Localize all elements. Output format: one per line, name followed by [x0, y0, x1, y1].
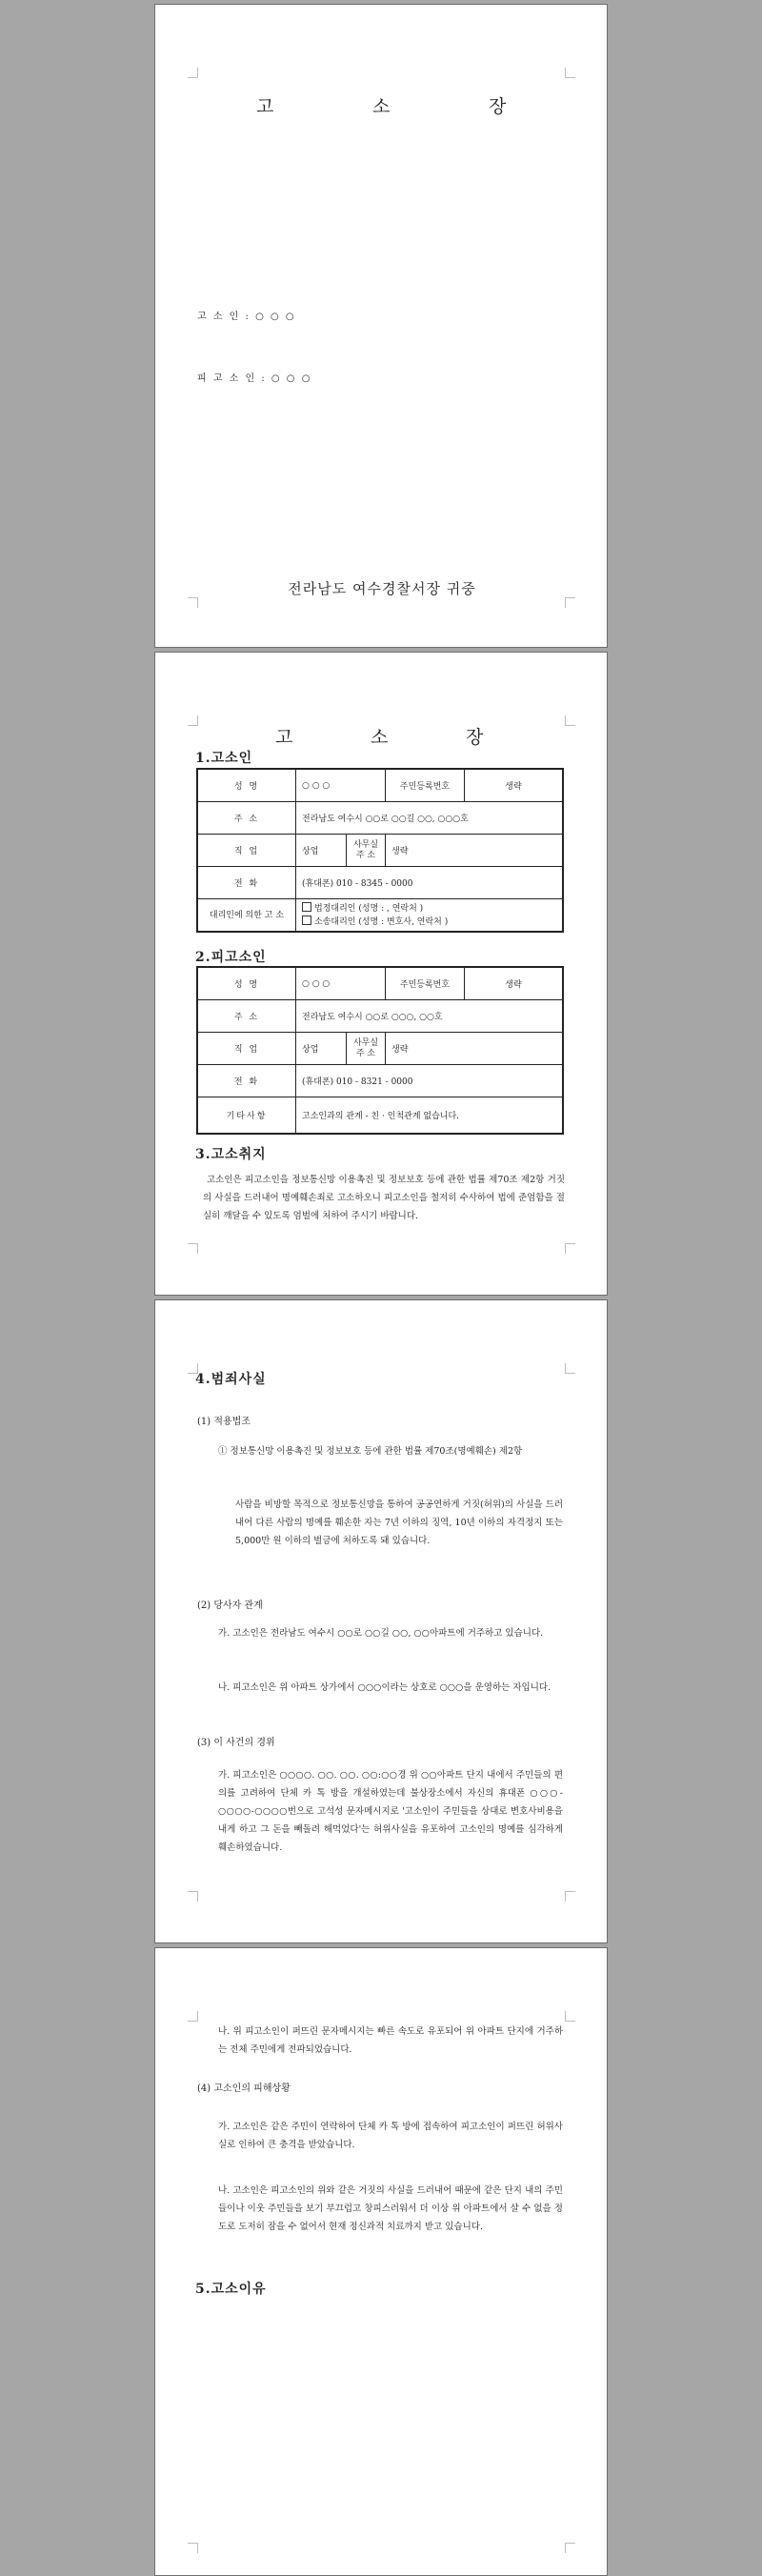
job-value: 상업: [296, 835, 347, 866]
crop-mark: [188, 1891, 198, 1902]
office-value: 생략: [391, 1045, 409, 1055]
checkbox-icon[interactable]: [302, 902, 311, 912]
damage-b: 나. 고소인은 피고소인의 위와 같은 거짓의 사실을 드러내어 때문에 같은 단지 내의 주민들이나 이웃 주민들을 보기 부끄럽고 창피스러워서 더 이상 위 아파트에서 살 수 없을 정도로 도저히 잠을 수 없어서 현재 정신과적 치료까지 받고 있습니다.: [218, 2185, 563, 2232]
section-heading: 1.고소인: [195, 751, 253, 766]
name-label: 성 명: [197, 769, 296, 802]
section-heading: 2.피고소인: [195, 950, 267, 965]
complaint-purpose: 고소인은 피고소인을 정보통신망 이용촉진 및 정보보호 등에 관한 법률 제70조 제2항 거짓의 사실을 드러내어 명예훼손죄로 고소하오니 피고소인을 철저히 수사하여 법에 준엄함을 절실히 깨달을 수 있도록 엄벌에 처하여 주시기 바랍니다.: [203, 1175, 565, 1221]
phone-value: (휴대폰) 010 - 8345 - 0000: [296, 867, 564, 899]
job-value: 상업: [296, 1033, 347, 1064]
office-label: 사무실 주 소: [347, 1033, 386, 1064]
job-label: 직 업: [197, 1033, 296, 1065]
other-value: 고소인과의 관계 - 친 · 인척관계 없습니다.: [296, 1097, 564, 1135]
sub-heading: (3) 이 사건의 경위: [197, 1738, 275, 1748]
section-heading: 3.고소취지: [195, 1147, 267, 1162]
crop-mark: [565, 1363, 575, 1374]
crop-mark: [565, 597, 575, 608]
complainant-line: 고 소 인 : ○ ○ ○: [197, 312, 296, 322]
page-4: [154, 1947, 608, 2576]
sub-heading: (4) 고소인의 피해상황: [197, 2083, 291, 2094]
relation-a: 가. 고소인은 전라남도 여수시 ○○로 ○○길 ○○, ○○아파트에 거주하고 있습니다.: [218, 1628, 544, 1639]
crop-mark: [565, 2543, 575, 2553]
checkbox-icon[interactable]: [302, 916, 311, 925]
addressee: 전라남도 여수경찰서장 귀중: [288, 580, 476, 597]
crop-mark: [565, 1891, 575, 1902]
office-label: 사무실 주 소: [347, 835, 386, 866]
crop-mark: [565, 68, 575, 78]
damage-a: 가. 고소인은 같은 주민이 연락하여 단체 카 톡 방에 접속하여 피고소인이 퍼뜨린 허위사실로 인하여 큰 충격을 받았습니다.: [218, 2122, 563, 2150]
crop-mark: [188, 1243, 198, 1254]
relation-b: 나. 피고소인은 위 아파트 상가에서 ○○○이라는 상호로 ○○○을 운영하는 자입니다.: [218, 1682, 551, 1693]
crop-mark: [565, 2011, 575, 2022]
sub-heading: (1) 적용법조: [197, 1417, 251, 1427]
phone-label: 전 화: [197, 1065, 296, 1097]
rrn-value: 생략: [465, 967, 564, 1000]
crop-mark: [188, 2543, 198, 2553]
name-value: ○ ○ ○: [296, 967, 386, 1000]
legal-representative-line: 법정대리인 (성명 : , 연락처 ): [302, 902, 556, 916]
complainant-table: [196, 768, 564, 933]
crop-mark: [565, 715, 575, 726]
name-label: 성 명: [197, 967, 296, 1000]
office-value: 생략: [391, 847, 409, 856]
case-a: 가. 피고소인은 ○○○○. ○○. ○○. ○○:○○경 위 ○○아파트 단지 내에서 주민들의 편의를 고려하여 단체 카 톡 방을 개설하였는데 불상장소에서 자신의 휴대폰 ○○○-○○○○-○○○○번으로 고석성 문자메시지로 '고소인이 주민들을 상대로 변호사비용을 내게 하고 그 돈을 빼돌려 해먹었다'는 허위사실을 유포하여 고소인의 명예를 심각하게 훼손하였습니다.: [218, 1770, 563, 1853]
crop-mark: [188, 597, 198, 608]
page-3: [154, 1299, 608, 1943]
page-2: 고 소 장 1.고소인 성 명 ○ ○ ○ 주민등록번호 생략 주 소 전라남도 여수시 ○○로 ○○길 ○○, ○○○호 직 업 상업 사무실 주 소 생략 전 화 (휴대폰) 010 - 8345 - 0000 대리인에 의한 고 소 법정대리인 (성명 : , 연락처 ) 소송대리인 (성명 : 변호사, 연락처 ) 2.피고소인 성 명 ○ ○ ○ 주민등록번호 생략 주 소 전라남도 여수시 ○○로 ○○○, ○○호 직 업 상업 사무실 주 소 생략 전 화 (휴대폰) 010 - 8321 - 0000 기타사항 고소인과의 관계 - 친 · 인척관계 없습니다. 3.고소취지 고소인은 피고소인을 정보통신망 이용촉진 및 정보보호 등에 관한 법률 제70조 제2항 거짓의 사실을 드러내어 명예훼손죄로 고소하오니 피고소인을 철저히 수사하여 법에 준엄함을 절실히 깨달을 수 있도록 엄벌에 처하여 주시기 바랍니다.: [154, 652, 608, 1296]
address-value: 전라남도 여수시 ○○로 ○○길 ○○, ○○○호: [296, 802, 564, 835]
rrn-value: 생략: [465, 769, 564, 802]
name-value: ○ ○ ○: [296, 769, 386, 802]
phone-value: (휴대폰) 010 - 8321 - 0000: [296, 1065, 564, 1097]
rrn-label: 주민등록번호: [386, 967, 465, 1000]
case-b: 나. 위 피고소인이 퍼뜨린 문자메시지는 빠른 속도로 유포되어 위 아파트 단지에 거주하는 전체 주민에게 전파되었습니다.: [218, 2026, 563, 2055]
accused-table: [196, 966, 564, 1135]
sub-heading: (2) 당사자 관계: [197, 1600, 263, 1611]
law-text: 사람을 비방할 목적으로 정보통신망을 통하여 공공연하게 거짓(허위)의 사실을 드러내어 다른 사람의 명예를 훼손한 자는 7년 이하의 징역, 10년 이하의 자격정지 또는 5,000만 원 이하의 벌금에 처하도록 돼 있습니다.: [235, 1499, 563, 1546]
litigation-agent-line: 소송대리인 (성명 : 변호사, 연락처 ): [302, 916, 556, 929]
crop-mark: [188, 715, 198, 726]
section-heading: 5.고소이유: [195, 2282, 267, 2297]
crop-mark: [188, 2011, 198, 2022]
address-label: 주 소: [197, 1000, 296, 1033]
job-label: 직 업: [197, 835, 296, 867]
rrn-label: 주민등록번호: [386, 769, 465, 802]
other-label: 기타사항: [197, 1097, 296, 1135]
page-1: 고 소 장 고 소 인 : ○ ○ ○ 피 고 소 인 : ○ ○ ○ 전라남도 여수경찰서장 귀중: [154, 4, 608, 648]
agent-label: 대리인에 의한 고 소: [197, 899, 296, 933]
crop-mark: [188, 68, 198, 78]
address-value: 전라남도 여수시 ○○로 ○○○, ○○호: [296, 1000, 564, 1033]
address-label: 주 소: [197, 802, 296, 835]
crop-mark: [565, 1243, 575, 1254]
phone-label: 전 화: [197, 867, 296, 899]
accused-line: 피 고 소 인 : ○ ○ ○: [197, 373, 312, 384]
law-title: ① 정보통신망 이용촉진 및 정보보호 등에 관한 법률 제70조(명예훼손) 제2항: [218, 1446, 523, 1457]
section-heading: 4.범죄사실: [195, 1372, 267, 1387]
